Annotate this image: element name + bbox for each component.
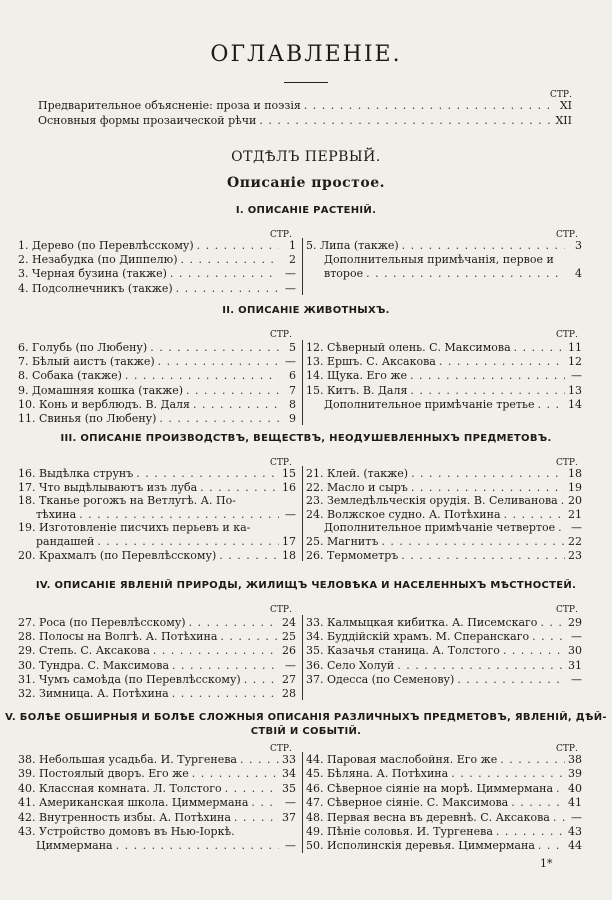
str-label: СТР. [270, 605, 292, 615]
str-label: СТР. [270, 330, 292, 340]
toc-entry [306, 550, 582, 562]
toc-entry [18, 617, 296, 629]
dot-leader [538, 399, 565, 411]
entry-title: 32. Зимница. А. Потѣхина [18, 687, 169, 700]
toc-entry [18, 342, 296, 354]
toc-entry [306, 783, 582, 795]
toc-entry [18, 356, 296, 368]
entry-page: 34 [282, 767, 296, 781]
dot-leader [366, 268, 565, 280]
entry-page: — [285, 355, 296, 369]
entry-title: 47. Сѣверное сіяніе. С. Максимова [306, 796, 509, 810]
str-label: СТР. [556, 744, 578, 754]
entry-title: Дополнительныя примѣчанія, первое и [324, 253, 554, 267]
entry-title: 2. Незабудка (по Диппелю) [18, 253, 178, 267]
entry-page: — [285, 507, 296, 521]
toc-entry [18, 783, 296, 795]
toc-entry [306, 617, 582, 629]
entry-title: 19. Изготовленіе писчихъ перьевъ и ка- [18, 521, 251, 535]
dot-leader [189, 617, 279, 629]
toc-entry [306, 768, 582, 780]
entry-title: 5. Липа (также) [306, 239, 399, 252]
toc-entry [306, 356, 582, 368]
toc-entry [18, 240, 296, 252]
toc-entry [306, 826, 582, 838]
toc-entry [306, 522, 582, 534]
toc-entry [18, 826, 296, 838]
dot-leader [540, 617, 565, 629]
entry-page: — [571, 672, 582, 686]
dot-leader [401, 550, 565, 562]
entry-title: 33. Калмыцкая кибитка. А. Писемскаго [306, 616, 538, 629]
dot-leader [193, 399, 279, 411]
toc-entry [18, 797, 296, 809]
entry-title: 25. Магнитъ [306, 535, 379, 548]
dot-leader [259, 115, 552, 127]
entry-title: 24. Волжское судно. А. Потѣхина [306, 507, 501, 521]
toc-entry [18, 754, 296, 766]
dot-leader [251, 797, 279, 809]
entry-title: 41. Американская школа. Циммермана [18, 796, 249, 810]
entry-page: 28 [282, 687, 296, 700]
toc-entry [306, 509, 582, 521]
dot-leader [181, 254, 280, 266]
dot-leader [97, 536, 279, 548]
dot-leader [225, 783, 279, 795]
entry-page: — [285, 658, 296, 672]
toc-entry [18, 254, 296, 266]
entry-title: 18. Тканье рогожъ на Ветлугѣ. А. По- [18, 494, 236, 508]
entry-title: 39. Постоялый дворъ. Его же [18, 767, 189, 781]
entry-title: 45. Бѣляна. А. Потѣхина [306, 767, 449, 781]
toc-entry [18, 413, 296, 425]
dot-leader [457, 674, 565, 686]
entry-page: 33 [282, 753, 296, 766]
dot-leader [532, 631, 565, 643]
toc-entry [18, 688, 296, 700]
toc-entry [18, 768, 296, 780]
entry-page: 13 [568, 383, 582, 397]
entry-title: 50. Исполинскія деревья. Циммермана [306, 839, 535, 853]
toc-entry [306, 468, 582, 480]
entry-page: — [285, 839, 296, 853]
dot-leader [304, 100, 555, 112]
entry-title: 37. Одесса (по Семенову) [306, 672, 455, 686]
toc-entry [18, 840, 296, 852]
entry-page: 18 [282, 548, 296, 562]
toc-entry [18, 268, 296, 280]
column-divider [302, 238, 303, 295]
entry-title: 1. Дерево (по Перевлѣсскому) [18, 239, 194, 252]
intro-entry [20, 115, 572, 127]
dot-leader [553, 812, 565, 824]
dot-leader [219, 550, 279, 562]
toc-entry [18, 631, 296, 643]
toc-entry [18, 399, 296, 411]
section-heading-cont: СТВІЙ И СОБЫТІЙ. [250, 726, 362, 737]
entry-page: 37 [282, 810, 296, 824]
entry-page: — [571, 810, 582, 824]
dot-leader [439, 356, 565, 368]
str-label: СТР. [270, 458, 292, 468]
entry-title: Дополнительное примѣчаніе третье [324, 397, 535, 411]
entry-title: 29. Степь. С. Аксакова [18, 644, 150, 658]
toc-entry [306, 660, 582, 672]
entry-title: 15. Китъ. В. Даля [306, 383, 408, 397]
entry-page: — [571, 630, 582, 644]
dot-leader [410, 385, 565, 397]
entry-title: 35. Казачья станица. А. Толстого [306, 644, 500, 658]
entry-page: 40 [568, 781, 582, 795]
toc-entry [18, 812, 296, 824]
entry-page: 9 [289, 412, 296, 425]
dot-leader [556, 783, 565, 795]
entry-title: 12. Сѣверный олень. С. Максимова [306, 341, 511, 354]
toc-entry [306, 254, 582, 266]
entry-page: 38 [568, 753, 582, 766]
entry-title: 10. Конь и верблюдъ. В. Даля [18, 397, 190, 411]
entry-title: 11. Свинья (по Любену) [18, 412, 157, 425]
entry-title: 4. Подсолнечникъ (также) [18, 281, 173, 295]
entry-title: 9. Домашняя кошка (также) [18, 383, 183, 397]
entry-title: 34. Буддійскій храмъ. М. Сперанскаго [306, 630, 530, 644]
entry-title: 23. Земледѣльческія орудія. В. Селиванова [306, 494, 558, 508]
toc-entry [306, 268, 582, 280]
entry-page: 43 [568, 825, 582, 838]
entry-page: 15 [282, 467, 296, 480]
dot-leader [558, 522, 565, 534]
toc-entry [18, 660, 296, 672]
entry-title: тѣхина [36, 507, 77, 521]
entry-page: — [285, 267, 296, 281]
dot-leader [150, 342, 279, 354]
entry-title: второе [324, 267, 364, 281]
entry-page: 1 [289, 239, 296, 252]
section-heading: IV. ОПИСАНІЕ ЯВЛЕНІЙ ПРИРОДЫ, ЖИЛИЩЪ ЧЕЛОВѢКА И НАСЕЛЕННЫХЪ МѢСТНОСТЕЙ. [35, 580, 577, 591]
toc-entry [306, 797, 582, 809]
entry-title: 30. Тундра. С. Максимова [18, 658, 170, 672]
entry-title: 43. Устройство домовъ въ Нью-Іоркѣ. [18, 825, 235, 838]
entry-page: — [571, 521, 582, 535]
toc-entry [18, 536, 296, 548]
entry-title: 22. Масло и сыръ [306, 480, 408, 494]
dot-leader [451, 768, 565, 780]
dot-leader [411, 468, 565, 480]
entry-page: 31 [568, 658, 582, 672]
entry-page: 12 [568, 355, 582, 369]
dot-leader [197, 240, 279, 252]
str-label: СТР. [550, 90, 572, 100]
entry-title: 17. Что выдѣлываютъ изъ луба [18, 480, 198, 494]
column-divider [302, 615, 303, 700]
dot-leader [503, 645, 565, 657]
dot-leader [172, 688, 279, 700]
dot-leader [514, 342, 565, 354]
entry-page: 30 [568, 644, 582, 658]
dot-leader [153, 645, 279, 657]
section-heading: I. ОПИСАНІЕ РАСТЕНІЙ. [235, 205, 377, 216]
toc-entry [306, 399, 582, 411]
dot-leader [220, 631, 279, 643]
entry-page: 7 [289, 383, 296, 397]
toc-entry [306, 370, 582, 382]
intro-entry [20, 100, 572, 112]
entry-page: 23 [568, 548, 582, 562]
entry-page: 6 [289, 369, 296, 383]
dot-leader [79, 509, 279, 521]
dot-leader [244, 674, 279, 686]
entry-title: 7. Бѣлый аистъ (также) [18, 355, 155, 369]
signature-mark: 1* [540, 857, 553, 870]
entry-page: XI [559, 99, 572, 112]
entry-page: 2 [289, 253, 296, 267]
entry-title: 42. Внутренность избы. А. Потѣхина [18, 810, 231, 824]
toc-entry [18, 522, 296, 534]
entry-page: — [285, 281, 296, 295]
entry-title: 31. Чумъ самоѣда (по Перевлѣсскому) [18, 672, 241, 686]
str-label: СТР. [556, 330, 578, 340]
dot-leader [172, 660, 279, 672]
entry-page: 8 [289, 397, 296, 411]
dot-leader [538, 840, 565, 852]
toc-entry [306, 536, 582, 548]
dot-leader [186, 385, 279, 397]
page-title: ОГЛАВЛЕНІЕ. [210, 42, 402, 67]
entry-page: 35 [282, 781, 296, 795]
toc-entry [306, 385, 582, 397]
entry-page: 44 [568, 839, 582, 853]
dot-leader [402, 240, 565, 252]
dot-leader [116, 840, 279, 852]
entry-title: 44. Паровая маслобойня. Его же [306, 753, 498, 766]
entry-page: 21 [568, 507, 582, 521]
entry-title: 21. Клей. (также) [306, 467, 409, 480]
column-divider [302, 340, 303, 425]
toc-entry [306, 812, 582, 824]
entry-page: 19 [568, 480, 582, 494]
dot-leader [192, 768, 279, 780]
dot-leader [240, 754, 279, 766]
entry-page: 20 [568, 494, 582, 508]
entry-page: 16 [282, 480, 296, 494]
entry-page: 14 [568, 397, 582, 411]
toc-entry [18, 495, 296, 507]
dot-leader [200, 482, 279, 494]
toc-entry [306, 840, 582, 852]
entry-page: 5 [289, 341, 296, 354]
dot-leader [176, 283, 279, 295]
entry-title: 13. Ершъ. С. Аксакова [306, 355, 436, 369]
section-heading: V. БОЛѢЕ ОБШИРНЫЯ И БОЛѢЕ СЛОЖНЫЯ ОПИСАНІЯ РАЗЛИЧНЫХЪ ПРЕДМЕТОВЪ, ЯВЛЕНІЙ, ДѢЙ- [5, 712, 607, 723]
entry-page: 18 [568, 467, 582, 480]
dot-leader [234, 812, 279, 824]
entry-title: 26. Термометръ [306, 548, 399, 562]
dot-leader [496, 826, 565, 838]
entry-page: 27 [282, 672, 296, 686]
dot-leader [504, 509, 565, 521]
entry-title: 48. Первая весна въ деревнѣ. С. Аксакова [306, 810, 550, 824]
entry-title: 38. Небольшая усадьба. И. Тургенева [18, 753, 237, 766]
dot-leader [125, 370, 279, 382]
dot-leader [411, 482, 565, 494]
dot-leader [397, 660, 565, 672]
entry-title: рандашей [36, 535, 95, 548]
dot-leader [170, 268, 279, 280]
part-subtitle: Описаніе простое. [227, 175, 385, 191]
toc-entry [306, 495, 582, 507]
toc-entry [18, 645, 296, 657]
entry-page: 17 [282, 535, 296, 548]
entry-title: Основныя формы прозаической рѣчи [38, 114, 257, 127]
entry-page: 25 [282, 630, 296, 644]
dot-leader [381, 536, 565, 548]
str-label: СТР. [270, 744, 292, 754]
entry-title: 16. Выдѣлка струнъ [18, 467, 134, 480]
entry-title: 28. Полосы на Волгѣ. А. Потѣхина [18, 630, 218, 644]
title-rule [284, 82, 328, 83]
entry-page: 3 [575, 239, 582, 252]
entry-title: Предварительное объясненіе: проза и поэзія [38, 99, 301, 112]
toc-entry [18, 370, 296, 382]
entry-title: 36. Село Холуй [306, 658, 395, 672]
entry-page: 29 [568, 616, 582, 629]
toc-entry [18, 283, 296, 295]
entry-page: — [285, 796, 296, 810]
section-heading: II. ОПИСАНІЕ ЖИВОТНЫХЪ. [222, 305, 390, 316]
entry-page: 24 [282, 616, 296, 629]
entry-title: 3. Черная бузина (также) [18, 267, 167, 281]
entry-title: Циммермана [36, 839, 113, 853]
toc-entry [306, 240, 582, 252]
dot-leader [158, 356, 279, 368]
toc-entry [18, 509, 296, 521]
dot-leader [410, 370, 565, 382]
entry-title: 14. Щука. Его же [306, 369, 407, 383]
entry-page: XII [555, 114, 572, 127]
entry-title: 6. Голубь (по Любену) [18, 341, 148, 354]
column-divider [302, 752, 303, 853]
part-title: ОТДѢЛЪ ПЕРВЫЙ. [231, 149, 381, 165]
toc-entry [18, 482, 296, 494]
toc-entry [306, 631, 582, 643]
column-divider [302, 466, 303, 561]
entry-page: — [571, 369, 582, 383]
dot-leader [159, 413, 279, 425]
dot-leader [500, 754, 565, 766]
str-label: СТР. [556, 605, 578, 615]
toc-entry [18, 385, 296, 397]
toc-entry [306, 342, 582, 354]
toc-entry [18, 550, 296, 562]
entry-title: 49. Пѣніе соловья. И. Тургенева [306, 825, 493, 838]
toc-entry [306, 645, 582, 657]
entry-title: 27. Роса (по Перевлѣсскому) [18, 616, 186, 629]
entry-page: 41 [568, 796, 582, 810]
entry-title: 8. Собака (также) [18, 369, 122, 383]
entry-title: 20. Крахмалъ (по Перевлѣсскому) [18, 548, 217, 562]
dot-leader [511, 797, 565, 809]
section-heading: III. ОПИСАНІЕ ПРОИЗВОДСТВЪ, ВЕЩЕСТВЪ, НЕОДУШЕВЛЕННЫХЪ ПРЕДМЕТОВЪ. [60, 433, 552, 444]
entry-page: 26 [282, 644, 296, 658]
entry-title: 46. Сѣверное сіяніе на морѣ. Циммермана [306, 781, 554, 795]
toc-entry [18, 468, 296, 480]
dot-leader [136, 468, 279, 480]
str-label: СТР. [270, 230, 292, 240]
dot-leader [561, 495, 565, 507]
toc-entry [18, 674, 296, 686]
entry-page: 22 [568, 535, 582, 548]
toc-entry [306, 754, 582, 766]
entry-title: 40. Классная комната. Л. Толстого [18, 781, 222, 795]
entry-title: Дополнительное примѣчаніе четвертое [324, 521, 556, 535]
toc-entry [306, 674, 582, 686]
str-label: СТР. [556, 458, 578, 468]
entry-page: 39 [568, 767, 582, 781]
entry-page: 4 [575, 267, 582, 281]
entry-page: 11 [568, 341, 582, 354]
toc-entry [306, 482, 582, 494]
str-label: СТР. [556, 230, 578, 240]
